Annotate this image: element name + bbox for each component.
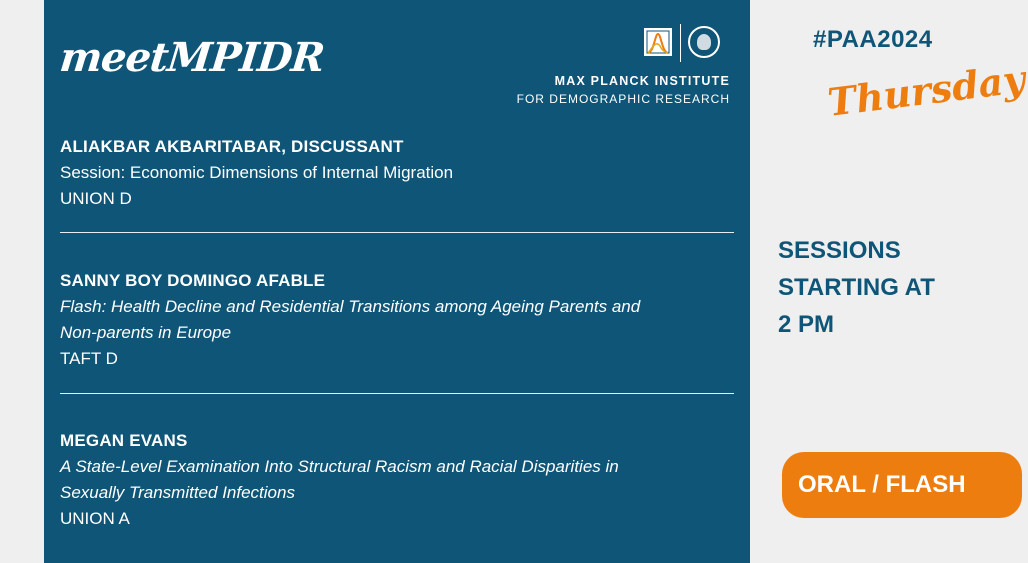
- entry-divider: [60, 393, 734, 394]
- logo-divider: [680, 24, 681, 62]
- event-hashtag: #PAA2024: [813, 26, 933, 53]
- session-title: Session: Economic Dimensions of Internal Migration: [60, 163, 454, 182]
- schedule-entry: [60, 268, 720, 372]
- schedule-entry: [60, 428, 720, 532]
- schedule-entry: [60, 134, 720, 212]
- session-title-line1: A State-Level Examination Into Structural Racism and Racial Disparities in: [60, 457, 619, 476]
- sessions-line3: 2 PM: [778, 311, 835, 338]
- institute-logo: [490, 24, 730, 108]
- day-label: Thursday: [825, 56, 1028, 125]
- room-label: UNION A: [60, 509, 130, 528]
- session-title-line2: Non-parents in Europe: [60, 323, 232, 342]
- presenter-name: ALIAKBAR AKBARITABAR, DISCUSSANT: [60, 137, 404, 156]
- room-label: UNION D: [60, 189, 132, 208]
- session-start-time: [778, 232, 978, 343]
- sessions-line1: SESSIONS: [778, 237, 901, 264]
- sessions-line2: STARTING AT: [778, 274, 935, 301]
- minerva-seal-icon: [688, 26, 720, 58]
- brand-title: meetMPIDR: [57, 34, 327, 81]
- schedule-panel: [44, 0, 750, 563]
- institute-subtitle: FOR DEMOGRAPHIC RESEARCH: [516, 92, 730, 106]
- session-title-line1: Flash: Health Decline and Residential Transitions among Ageing Parents and: [60, 297, 641, 316]
- session-title-line2: Sexually Transmitted Infections: [60, 483, 295, 502]
- presenter-name: SANNY BOY DOMINGO AFABLE: [60, 271, 326, 290]
- entry-divider: [60, 232, 734, 233]
- room-label: TAFT D: [60, 349, 118, 368]
- mpidr-logo-icon: [642, 26, 674, 58]
- institute-name: MAX PLANCK INSTITUTE: [554, 74, 730, 88]
- presenter-name: MEGAN EVANS: [60, 431, 188, 450]
- format-badge: ORAL / FLASH: [782, 452, 1022, 518]
